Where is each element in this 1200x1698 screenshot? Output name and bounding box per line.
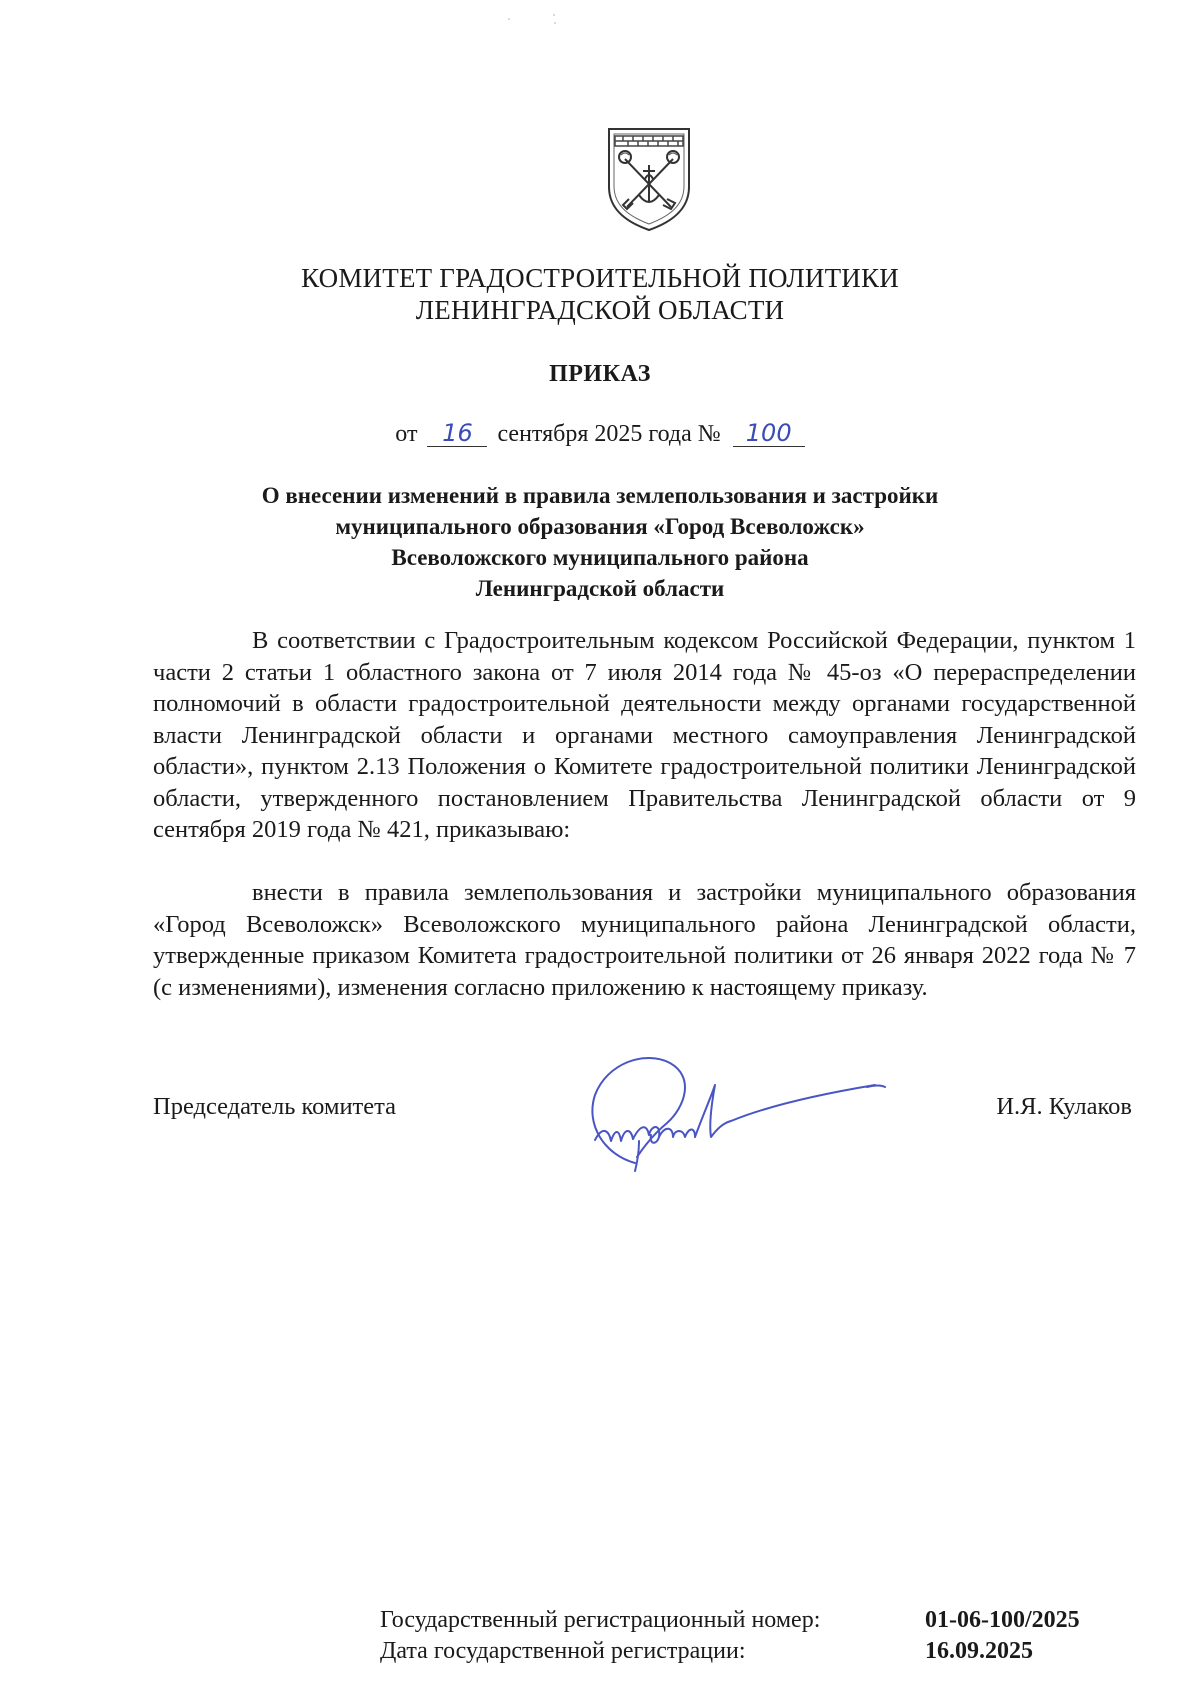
document-title-line: Всеволожского муниципального района — [391, 545, 809, 570]
document-day-handwritten: 16 — [427, 420, 487, 447]
handwritten-signature — [575, 1045, 915, 1175]
state-registration-block — [380, 1605, 1080, 1667]
coat-of-arms-icon — [605, 125, 693, 233]
scan-artifact — [508, 18, 510, 20]
signatory-role: Председатель комитета — [153, 1093, 397, 1120]
registration-date-row — [380, 1636, 1080, 1667]
signatory-name: И.Я. Кулаков — [996, 1093, 1132, 1120]
registration-number-label: Государственный регистрационный номер: — [380, 1607, 821, 1633]
organization-name-line-2: ЛЕНИНГРАДСКОЙ ОБЛАСТИ — [415, 295, 785, 325]
body-paragraph-legal-basis: В соответствии с Градостроительным кодексом Российской Федерации, пунктом 1 части 2 статьи 1 областного закона от 7 июля 2014 года № 45-оз «О перераспределении полномочий в области градостроительной деятельности между органами государственной власти Ленинградской области и органами местного самоуправления Ленинградской области», пунктом 2.13 Положения о Комитете градостроительной политики Ленинградской области, утвержденного постановлением Правительства Ленинградской области от 9 сентября 2019 года № 421, приказываю: — [153, 627, 1136, 843]
document-title — [0, 480, 1200, 604]
scan-artifact — [554, 22, 556, 24]
document-title-line: О внесении изменений в правила землепользования и застройки — [261, 483, 939, 508]
scan-artifact — [553, 14, 555, 16]
registration-number-row — [380, 1605, 1080, 1636]
registration-date-label: Дата государственной регистрации: — [380, 1638, 746, 1664]
document-title-line: Ленинградской области — [475, 576, 725, 601]
document-title-line: муниципального образования «Город Всеволожск» — [335, 514, 865, 539]
document-date-line — [0, 419, 1200, 449]
registration-number-value: 01-06-100/2025 — [925, 1607, 1080, 1633]
registration-date-value: 16.09.2025 — [925, 1638, 1033, 1664]
document-number-handwritten: 100 — [733, 420, 805, 447]
document-type: ПРИКАЗ — [549, 361, 651, 387]
date-middle: сентября 2025 года № — [497, 421, 721, 447]
date-prefix: от — [395, 421, 418, 447]
body-paragraph-order: внести в правила землепользования и застройки муниципального образования «Город Всеволожск» Всеволожского муниципального района Ленинградской области, утвержденные приказом Комитета градостроительной политики от 26 января 2022 года № 7 (с изменениями), изменения согласно приложению к настоящему приказу. — [153, 879, 1136, 1001]
organization-name-line-1: КОМИТЕТ ГРАДОСТРОИТЕЛЬНОЙ ПОЛИТИКИ — [301, 263, 899, 293]
